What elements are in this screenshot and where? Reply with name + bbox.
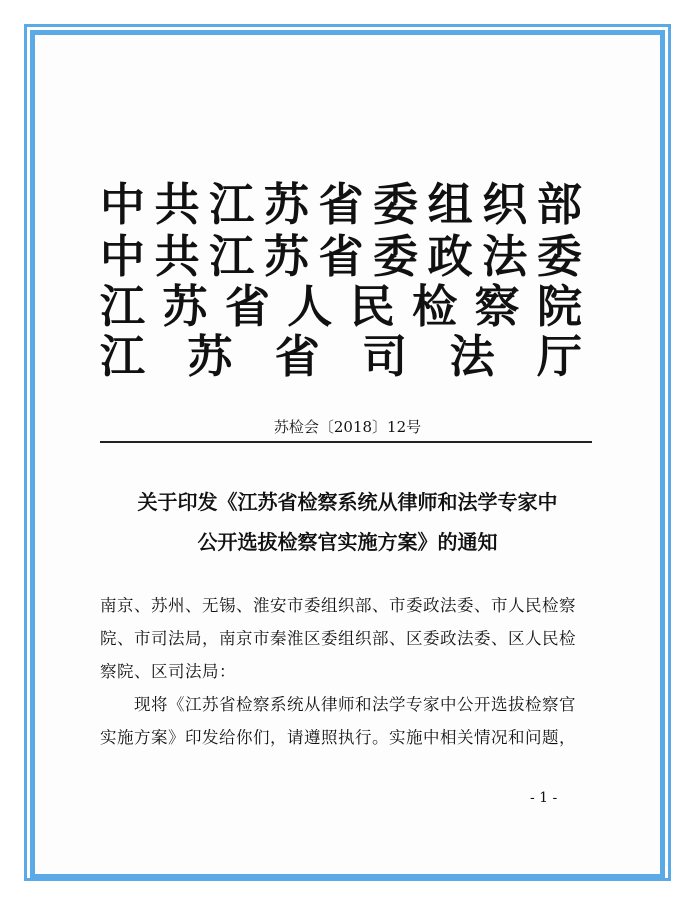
issuer-char: 委 [373, 230, 419, 283]
issuer-char: 省 [318, 178, 364, 231]
document-body [100, 589, 580, 754]
addressees: 南京、苏州、无锡、淮安市委组织部、市委政法委、市人民检察院、市司法局，南京市秦淮区委组织部、区委政法委、区人民检察院、区司法局： [100, 596, 576, 681]
issuer-char: 苏 [187, 330, 233, 383]
issuer-char: 省 [224, 280, 270, 333]
issuer-char: 院 [536, 280, 582, 333]
issuer-char: 司 [362, 330, 408, 383]
issuer-line-2 [100, 230, 582, 284]
page-number: - 1 - [530, 790, 558, 806]
title-line-1: 关于印发《江苏省检察系统从律师和法学专家中 [137, 490, 558, 514]
issuer-char: 政 [427, 230, 473, 283]
document-number: 苏检会〔2018〕12号 [273, 418, 422, 436]
issuer-char: 厅 [536, 330, 582, 383]
issuer-char: 中 [100, 230, 146, 283]
issuer-char: 共 [154, 230, 200, 283]
issuer-char: 组 [427, 178, 473, 231]
issuer-char: 察 [474, 280, 520, 333]
issuer-char: 省 [318, 230, 364, 283]
issuer-char: 苏 [162, 280, 208, 333]
title-line-2: 公开选拔检察官实施方案》的通知 [197, 530, 498, 554]
issuer-char: 江 [100, 330, 146, 383]
issuer-char: 苏 [263, 230, 309, 283]
issuer-char: 江 [100, 280, 146, 333]
issuer-char: 中 [100, 178, 146, 231]
issuer-char: 织 [482, 178, 528, 231]
issuer-char: 人 [287, 280, 333, 333]
issuer-char: 委 [373, 178, 419, 231]
issuer-line-4 [100, 330, 582, 384]
issuer-char: 共 [154, 178, 200, 231]
issuer-char: 省 [274, 330, 320, 383]
issuer-char: 检 [412, 280, 458, 333]
issuer-char: 委 [536, 230, 582, 283]
header-divider [100, 441, 592, 443]
issuer-char: 法 [449, 330, 495, 383]
issuer-line-1 [100, 178, 582, 232]
issuer-char: 江 [209, 230, 255, 283]
issuer-char: 民 [349, 280, 395, 333]
issuer-char: 江 [209, 178, 255, 231]
issuer-char: 苏 [263, 178, 309, 231]
body-paragraph: 现将《江苏省检察系统从律师和法学专家中公开选拔检察官实施方案》印发给你们，请遵照执行。实施中相关情况和问题， [100, 695, 576, 747]
issuer-line-3 [100, 280, 582, 334]
issuer-char: 法 [482, 230, 528, 283]
issuer-char: 部 [536, 178, 582, 231]
